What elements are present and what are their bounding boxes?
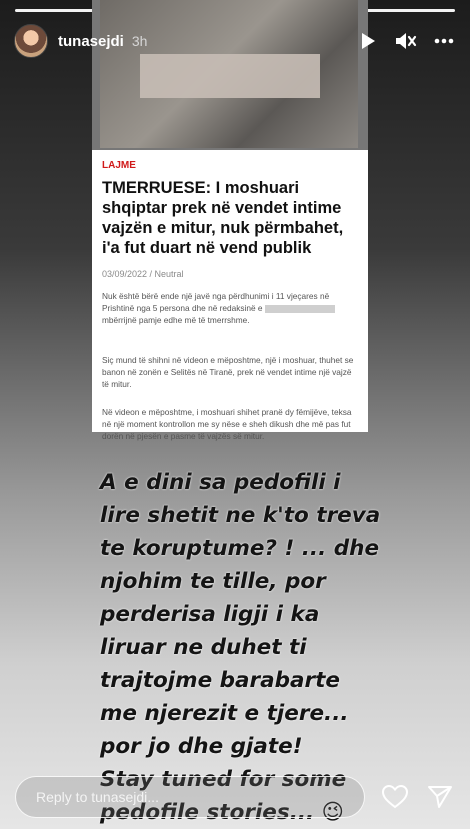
send-icon[interactable] — [425, 782, 455, 812]
heart-icon[interactable] — [380, 782, 410, 812]
caption-line: pedofile stories... 😉 — [100, 800, 345, 825]
story-footer — [15, 775, 455, 819]
reply-input[interactable] — [15, 776, 365, 818]
caption-line: lire shetit ne k'to treva — [100, 503, 381, 528]
caption-line: perderisa ligji i ka — [100, 602, 320, 627]
post-time: 3h — [131, 33, 148, 49]
article-photo — [92, 0, 368, 150]
caption-line: Stay tuned for some — [100, 767, 347, 792]
article-category: LAJME — [102, 160, 136, 171]
article-paragraph: Në videon e mëposhtme, i moshuari shihet pranë dy fëmijëve, teksa në një moment kontrollon me sy nëse e sheh dikush dhe më pas fut dorën në pjesën e pasme të vajzës së mitur. — [102, 407, 352, 441]
caption-line: me njerezit e tjere... — [100, 701, 349, 726]
more-icon[interactable] — [432, 29, 456, 53]
caption-line: por jo dhe gjate! — [100, 734, 303, 759]
reply-placeholder: Reply to tunasejdi... — [36, 789, 159, 805]
caption-line: njohim te tille, por — [100, 569, 326, 594]
play-icon[interactable] — [356, 29, 380, 53]
article-paragraph: Siç mund të shihni në videon e mëposhtme, një i moshuar, thuhet se banon në zonën e Selitës në Tiranë, prek në vendet intime një vajzë të mitur. — [102, 355, 354, 389]
avatar[interactable] — [14, 24, 48, 58]
username[interactable]: tunasejdi — [58, 32, 124, 50]
story-header — [14, 24, 456, 58]
article-screenshot — [92, 0, 368, 441]
caption-line: trajtojme barabarte — [100, 668, 341, 693]
redacted-text — [265, 305, 335, 313]
mute-icon[interactable] — [394, 29, 418, 53]
article-paragraph: Nuk është bërë ende një javë nga përdhunimi i 11 vjeçares në Prishtinë nga 5 persona dhe në redaksinë e mbërrijnë pamje edhe më të tmerrshme. — [102, 290, 360, 326]
caption-line: A e dini sa pedofili i — [100, 470, 341, 495]
article-date: 03/09/2022 / Neutral — [102, 269, 184, 279]
caption-line: te koruptume? ! ... dhe — [100, 536, 380, 561]
caption-line: liruar ne duhet ti — [100, 635, 307, 660]
censor-blur — [140, 54, 320, 98]
article-title: TMERRUESE: I moshuari shqiptar prek në vendet intime vajzën e mitur, nuk përmbahet, i'a fut duart në vend publik — [102, 179, 344, 257]
